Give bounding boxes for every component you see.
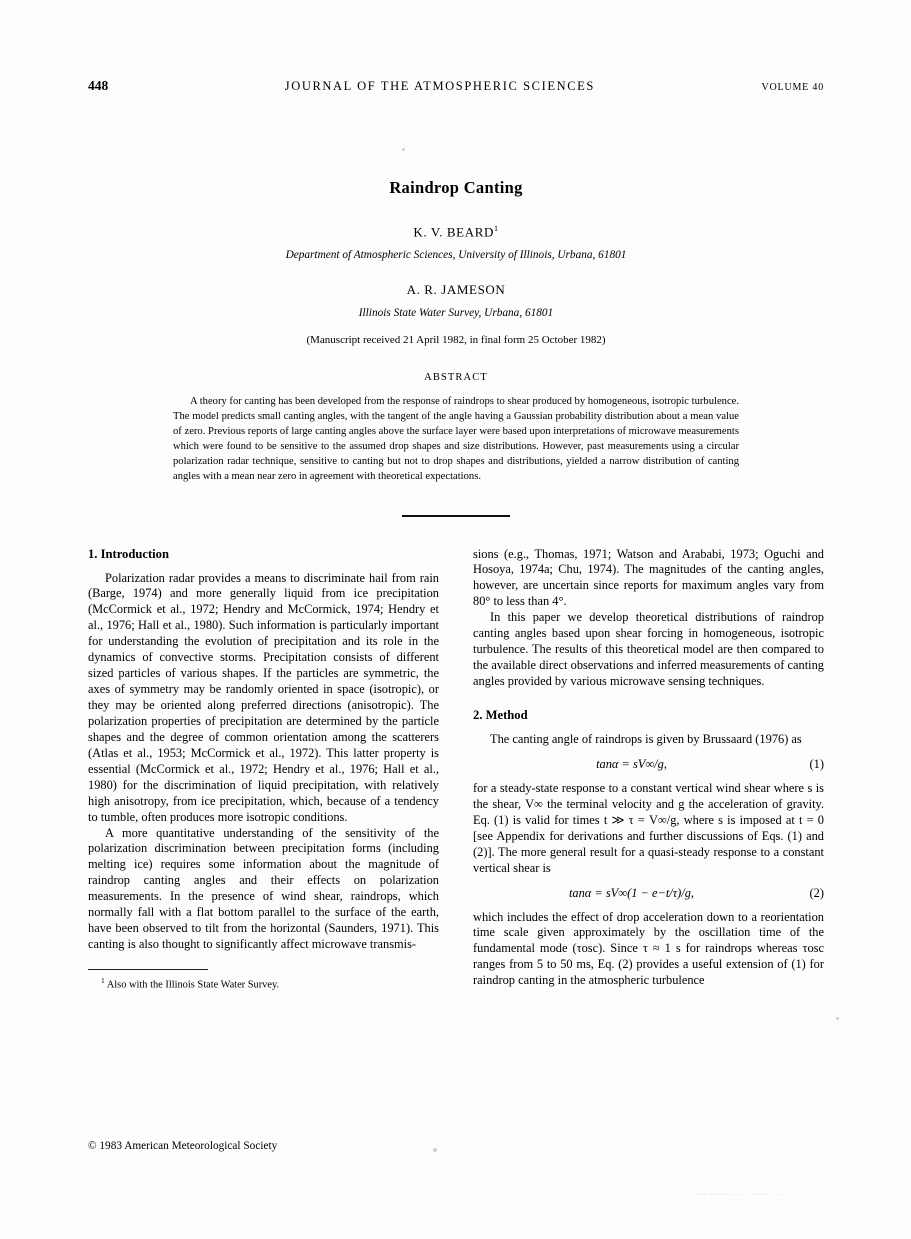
footnote-1 [88,976,439,990]
scan-speck-1 [402,148,405,151]
journal-title: JOURNAL OF THE ATMOSPHERIC SCIENCES [284,79,595,93]
intro-paragraph-1: Polarization radar provides a means to discriminate hail from rain (Barge, 1974) and more generally liquid from ice precipitation (McCormick et al., 1972; Hendry and McCormick, 1974; Hendry et al., 1976; Hall et al., 1980). Such information is particularly important for understanding the evolution of precipitation and its role in the dynamics of convective storms. Precipitation consists of different sized particles of various shapes. If the particles are symmetric, the axes of symmetry may be randomly oriented in space (isotropic), or they may be oriented along preferred directions (anisotropic). The polarization properties of precipitation are determined by the particle shapes and the degree of common orientation among the scatterers (Atlas et al., 1953; McCormick et al., 1972). This latter property is essential (McCormick et al., 1972; Hendry et al., 1976; Hall et al., 1980) for the discrimination of liquid precipitation, with relatively high anisotropy, from ice precipitation, which, because of a tendency to tumble, often produces more isotropic conditions. [88,570,439,824]
equation-1 [473,757,824,772]
abstract-text: A theory for canting has been developed from the response of raindrops to shear produced by homogeneous, isotropic turbulence. The model predicts small canting angles, with the tangent of the angle having a Gaussian probability distribution about a mean value of zero. Previous reports of large canting angles above the surface layer were based upon interpretations of microwave measurements which were found to be sensitive to the assumed drop shapes and size distributions. However, past measurements using a circular polarization radar technique, sensitive to canting but not to drop shapes and distributions, yielded a narrow distribution of canting angles with a mean near zero in agreement with theoretical expectations. [173,396,739,483]
abstract-label: ABSTRACT [424,372,488,384]
author-1-footnote-marker: 1 [493,224,499,233]
scan-speck-2 [836,1017,839,1020]
volume-label: VOLUME 40 [761,82,824,93]
author-1-name: K. V. BEARD [413,224,494,240]
section-divider-rule [402,515,510,517]
right-column [473,547,824,991]
footnote-1-text: Also with the Illinois State Water Survey. [106,979,280,991]
footnote-rule [88,969,208,970]
footnote-area [88,969,439,990]
page-number: 448 [88,78,109,93]
right-paragraph-1: sions (e.g., Thomas, 1971; Watson and Arababi, 1973; Oguchi and Hosoya, 1974a; Chu, 1974). The magnitudes of the canting angles, however, are uncertain since reports for maximum angles vary from 80° to less than 4°. [473,546,824,609]
equation-1-number: (1) [809,756,824,771]
right-paragraph-2: In this paper we develop theoretical distributions of raindrop canting angles based upon shear forcing in homogeneous, isotropic turbulence. The results of this theoretical model are then compared to the available direct observations and inferred measurements of canting angles provided by various microwave sensing techniques. [473,610,824,689]
equation-2-number: (2) [809,885,824,900]
manuscript-dates: (Manuscript received 21 April 1982, in final form 25 October 1982) [306,334,606,347]
heading-introduction: 1. Introduction [88,546,169,561]
left-column [88,547,439,991]
title-block [88,178,824,517]
equation-2-expression: tanα = sV∞(1 − e−t/τ)/g, [568,885,695,900]
author-2: A. R. JAMESON [406,282,506,298]
copyright-notice: © 1983 American Meteorological Society [88,1140,278,1152]
affiliation-2: Illinois State Water Survey, Urbana, 61801 [358,307,554,320]
scan-artifact: . .... ..... ... .. . . . . .. ... . . . . [693,1192,788,1197]
author-1 [88,224,824,240]
footnote-1-marker: 1 [101,976,105,986]
page-content [88,78,824,990]
paper-title: Raindrop Canting [389,178,523,197]
equation-2 [473,886,824,901]
heading-method: 2. Method [473,707,528,722]
affiliation-1: Department of Atmospheric Sciences, University of Illinois, Urbana, 61801 [285,249,627,262]
scan-speck-3 [433,1148,437,1152]
running-head [88,78,824,94]
equation-1-expression: tanα = sV∞/g, [596,756,667,771]
intro-paragraph-2: A more quantitative understanding of the sensitivity of the polarization discrimination between precipitation forms (including melting ice) requires some information about the magnitude of raindrop canting angles and their effects on polarization measurements. In the presence of wind shear, raindrops, which normally fall with a flat bottom parallel to the surface of the earth, have been observed to tilt from the horizontal (Saunders, 1971). This canting is also thought to significantly affect microwave transmis- [88,825,439,952]
method-paragraph-3: which includes the effect of drop acceleration down to a reorientation time scale given approximately by the oscillation time of the fundamental mode (τosc). Since τ ≈ 1 s for raindrops whereas τosc ranges from 5 to 50 ms, Eq. (2) provides a useful extension of (1) for raindrop canting in the atmospheric turbulence [473,909,824,988]
method-paragraph-1: The canting angle of raindrops is given by Brussaard (1976) as [490,731,802,746]
method-paragraph-2: for a steady-state response to a constant vertical wind shear where s is the shear, V∞ the terminal velocity and g the acceleration of gravity. Eq. (1) is valid for times t ≫ τ = V∞/g, where s is imposed at t = 0 [see Appendix for derivations and further discussions of Eqs. (1) and (2)]. The more general result for a quasi-steady response to a constant vertical shear is [473,780,824,875]
body-columns [88,547,824,991]
